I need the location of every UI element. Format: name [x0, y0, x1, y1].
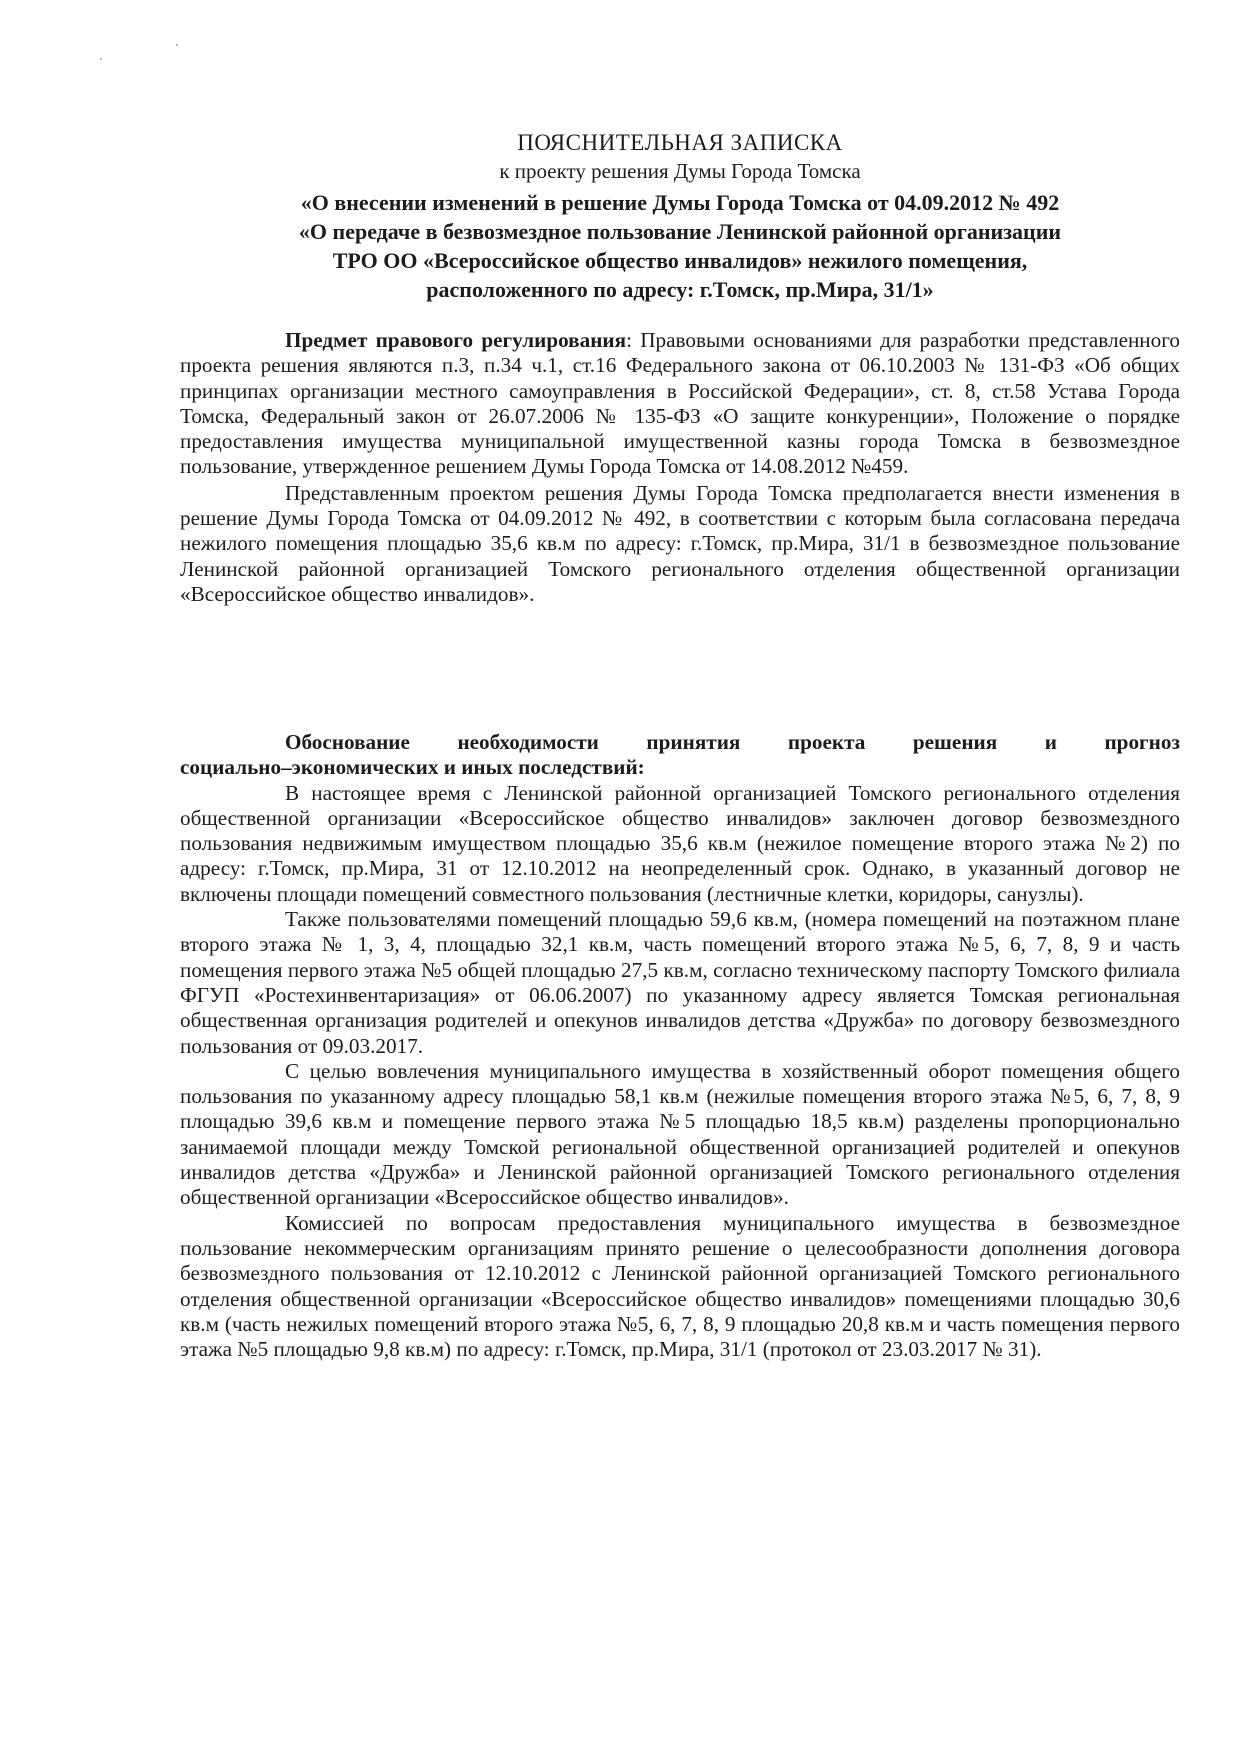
scan-speck	[100, 58, 102, 60]
paragraph-text: : Правовыми основаниями для разработки представленного проекта решения являются п.3, п.34 ч.1, ст.16 Федерального закона от 06.10.2003 № 131-ФЗ «Об общих принципах организации местного самоуправления в Российской Федерации», ст. 8, ст.58 Устава Города Томска, Федеральный закон от 26.07.2006 № 135-ФЗ «О защите конкуренции», Положение о порядке предоставления имущества муниципальной имущественной казны города Томска в безвозмездное пользование, утвержденное решением Думы Города Томска от 14.08.2012 №459.	[180, 328, 1180, 479]
paragraph: Также пользователями помещений площадью 59,6 кв.м, (номера помещений на поэтажном плане второго этажа № 1, 3, 4, площадью 32,1 кв.м, часть помещений второго этажа №5, 6, 7, 8, 9 и часть помещения первого этажа №5 общей площадью 27,5 кв.м, согласно техническому паспорту Томского филиала ФГУП «Ростехинвентаризация» от 06.06.2007) по указанному адресу является Томская региональная общественная организация родителей и опекунов инвалидов детства «Дружба» по договору безвозмездного пользования от 09.03.2017.	[180, 907, 1180, 1058]
paragraph: С целью вовлечения муниципального имущества в хозяйственный оборот помещения общего пользования по указанному адресу площадью 58,1 кв.м (нежилые помещения второго этажа №5, 6, 7, 8, 9 площадью 39,6 кв.м и помещение первого этажа №5 площадью 18,5 кв.м) разделены пропорционально занимаемой площади между Томской региональной общественной организацией родителей и опекунов инвалидов детства «Дружба» и Ленинской районной организацией Томского регионального отделения общественной организации «Всероссийское общество инвалидов».	[180, 1058, 1180, 1210]
header-bold-line: расположенного по адресу: г.Томск, пр.Мира, 31/1»	[426, 277, 934, 302]
document-subtitle: к проекту решения Думы Города Томска	[499, 159, 861, 183]
section-legal-basis	[180, 328, 1180, 607]
document-title: ПОЯСНИТЕЛЬНАЯ ЗАПИСКА	[517, 130, 843, 155]
paragraph: В настоящее время с Ленинской районной организацией Томского регионального отделения общественной организации «Всероссийское общество инвалидов» заключен договор безвозмездного пользования недвижимым имуществом площадью 35,6 кв.м (нежилое помещение второго этажа №2) по адресу: г.Томск, пр.Мира, 31 от 12.10.2012 на неопределенный срок. Однако, в указанный договор не включены площади помещений совместного пользования (лестничные клетки, коридоры, санузлы).	[180, 780, 1180, 906]
section-heading: Обоснование необходимости принятия проекта решения и прогноз	[285, 730, 1180, 754]
document-header	[180, 128, 1180, 304]
header-bold-line: «О передаче в безвозмездное пользование Ленинской районной организации	[298, 219, 1062, 244]
section-justification	[180, 730, 1180, 1362]
section-heading-continued: социально–экономических и иных последствий:	[180, 755, 645, 780]
header-bold-line: «О внесении изменений в решение Думы Города Томска от 04.09.2012 № 492	[300, 190, 1060, 215]
paragraph: Представленным проектом решения Думы Города Томска предполагается внести изменения в решение Думы Города Томска от 04.09.2012 № 492, в соответствии с которым была согласована передача нежилого помещения площадью 35,6 кв.м по адресу: г.Томск, пр.Мира, 31/1 в безвозмездное пользование Ленинской районной организацией Томского регионального отделения общественной организации «Всероссийское общество инвалидов».	[180, 480, 1180, 606]
header-bold-line: ТРО ОО «Всероссийское общество инвалидов» нежилого помещения,	[332, 248, 1028, 273]
paragraph	[180, 328, 1180, 480]
scan-speck	[176, 44, 178, 46]
section-label: Предмет правового регулирования	[285, 328, 627, 352]
paragraph: Комиссией по вопросам предоставления муниципального имущества в безвозмездное пользование некоммерческим организациям принято решение о целесообразности дополнения договора безвозмездного пользования от 12.10.2012 с Ленинской районной организацией Томского регионального отделения общественной организации «Всероссийское общество инвалидов» помещениями площадью 30,6 кв.м (часть нежилых помещений второго этажа №5, 6, 7, 8, 9 площадью 20,8 кв.м и часть помещения первого этажа №5 площадью 9,8 кв.м) по адресу: г.Томск, пр.Мира, 31/1 (протокол от 23.03.2017 № 31).	[180, 1210, 1180, 1362]
